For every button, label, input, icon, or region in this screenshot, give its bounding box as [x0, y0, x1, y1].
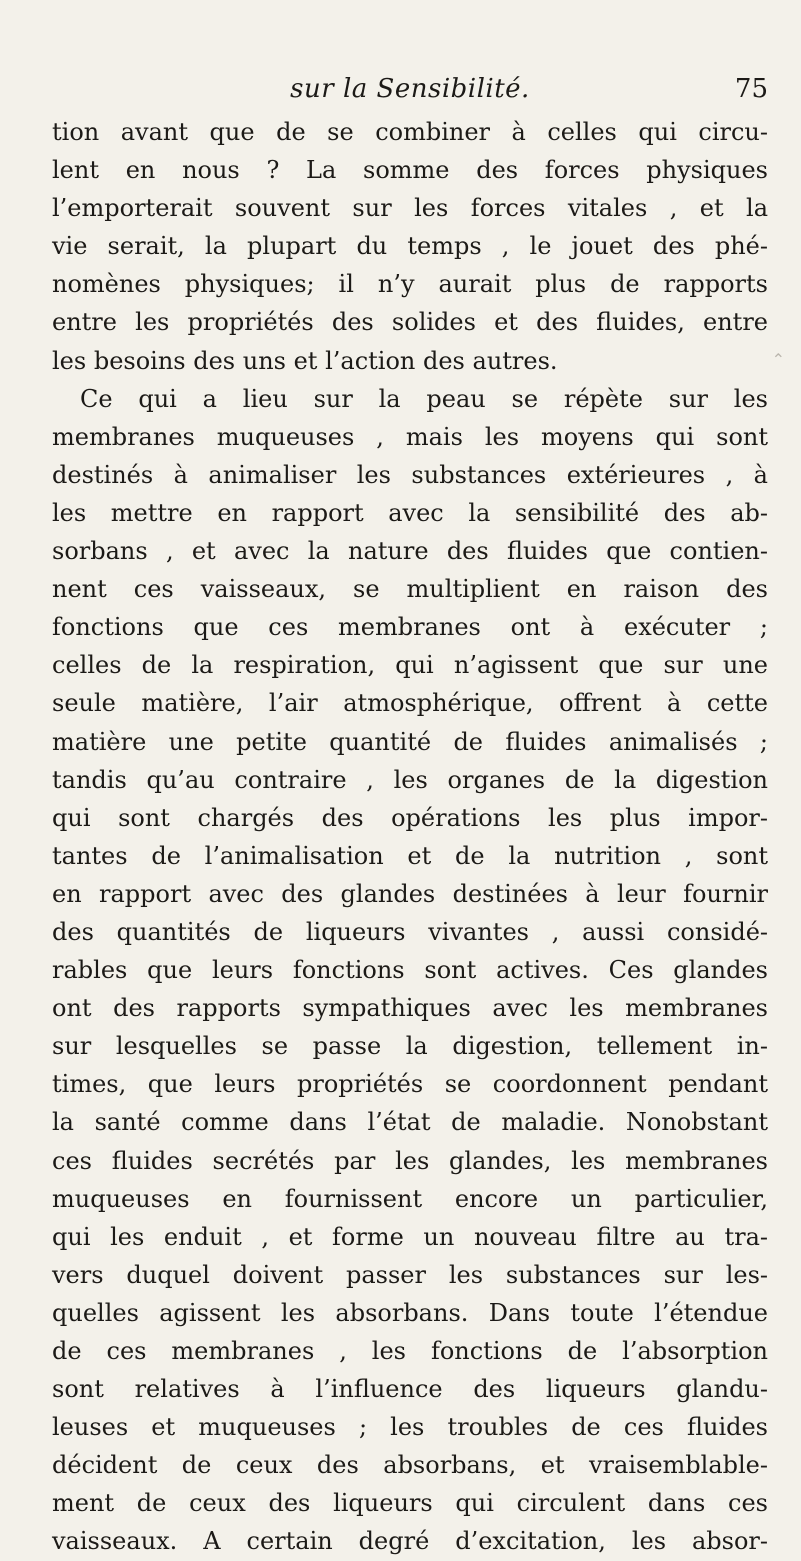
text-line: celles de la respiration, qui n’agissent que sur une [52, 651, 768, 680]
text-line: vie serait, la plupart du temps , le jouet des phé- [52, 232, 768, 261]
running-head [52, 72, 768, 112]
text-line: lent en nous ? La somme des forces physiques [52, 156, 768, 185]
text-line: destinés à animaliser les substances extérieures , à [52, 460, 768, 489]
text-line: les besoins des uns et l’action des autres. [52, 346, 558, 375]
text-line: times, que leurs propriétés se coordonnent pendant [52, 1070, 768, 1099]
text-line: entre les propriétés des solides et des fluides, entre [52, 308, 768, 337]
text-line: les mettre en rapport avec la sensibilité des ab- [52, 498, 768, 527]
text-line: quelles agissent les absorbans. Dans toute l’étendue [52, 1298, 768, 1327]
text-line: nomènes physiques; il n’y aurait plus de rapports [52, 270, 768, 299]
text-line: vers duquel doivent passer les substances sur les- [52, 1260, 768, 1289]
text-line: sur lesquelles se passe la digestion, tellement in- [52, 1032, 768, 1061]
text-line: en rapport avec des glandes destinées à leur fournir [52, 879, 768, 908]
text-line: qui sont chargés des opérations les plus impor- [52, 803, 768, 832]
text-line: vaisseaux. A certain degré d’excitation, les absor- [52, 1527, 768, 1556]
text-line: nent ces vaisseaux, se multiplient en raison des [52, 575, 768, 604]
text-line: tantes de l’animalisation et de la nutrition , sont [52, 841, 768, 870]
text-line: membranes muqueuses , mais les moyens qui sont [52, 422, 768, 451]
text-line: sorbans , et avec la nature des fluides que contien- [52, 537, 768, 566]
body-text [52, 113, 768, 1561]
text-line: décident de ceux des absorbans, et vraisemblable- [52, 1451, 768, 1480]
text-line: leuses et muqueuses ; les troubles de ces fluides [52, 1413, 768, 1442]
text-line: rables que leurs fonctions sont actives. Ces glandes [52, 956, 768, 985]
text-line: fonctions que ces membranes ont à exécuter ; [52, 613, 768, 642]
page-number: 75 [734, 74, 768, 104]
text-line: tandis qu’au contraire , les organes de la digestion [52, 765, 768, 794]
text-line: tion avant que de se combiner à celles qui circu- [52, 118, 768, 146]
text-line: muqueuses en fournissent encore un particulier, [52, 1184, 768, 1213]
margin-mark-icon: ⌃ [771, 350, 785, 369]
text-line: qui les enduit , et forme un nouveau filtre au tra- [52, 1222, 768, 1251]
text-line: ment de ceux des liqueurs qui circulent dans ces [52, 1489, 768, 1518]
running-title: sur la Sensibilité. [290, 74, 530, 104]
text-line: Ce qui a lieu sur la peau se répète sur les [80, 384, 768, 413]
text-line: seule matière, l’air atmosphérique, offrent à cette [52, 689, 768, 718]
text-line: ces fluides secrétés par les glandes, les membranes [52, 1146, 768, 1175]
text-line: matière une petite quantité de fluides animalisés ; [52, 727, 768, 756]
text-line: l’emporterait souvent sur les forces vitales , et la [52, 194, 768, 223]
text-line: de ces membranes , les fonctions de l’absorption [52, 1337, 768, 1365]
text-line: sont relatives à l’influence des liqueurs glandu- [52, 1375, 768, 1404]
text-line: ont des rapports sympathiques avec les membranes [52, 994, 768, 1023]
text-line: la santé comme dans l’état de maladie. Nonobstant [52, 1108, 768, 1137]
text-line: des quantités de liqueurs vivantes , aussi considé- [52, 917, 768, 946]
